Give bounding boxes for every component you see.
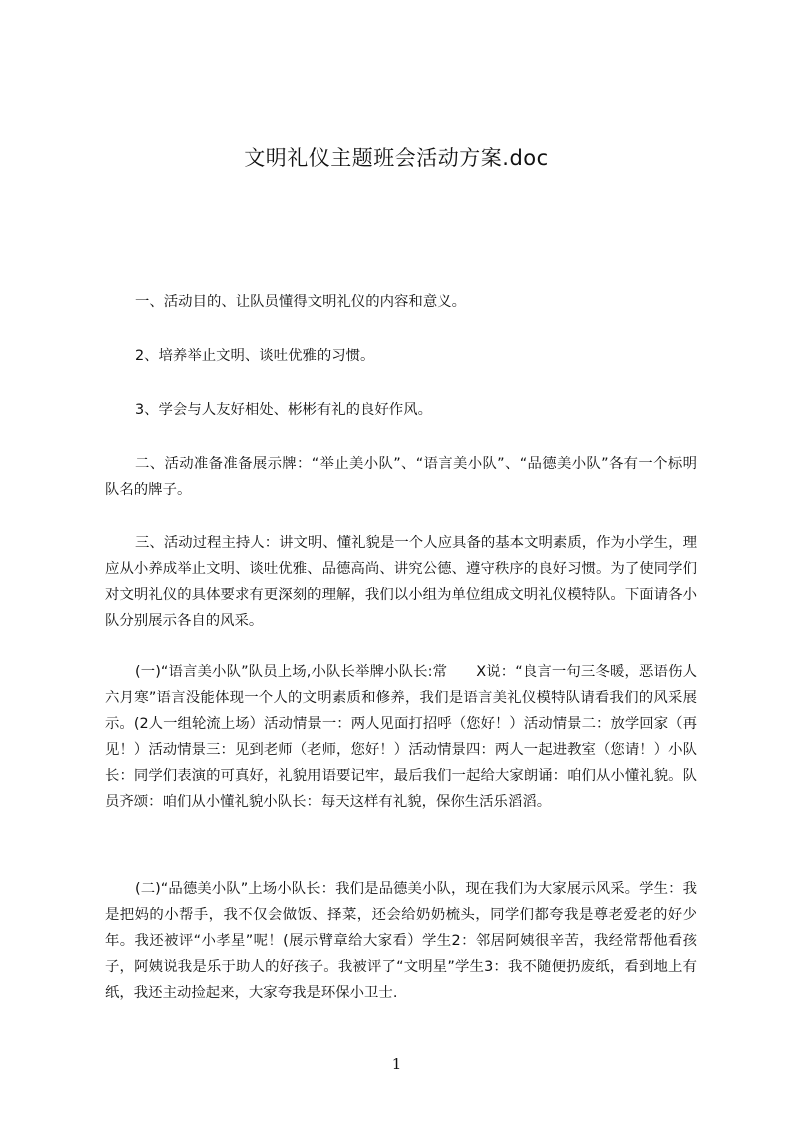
document-title: 文明礼仪主题班会活动方案.doc (244, 146, 549, 170)
paragraph-process: 三、活动过程主持人：讲文明、懂礼貌是一个人应具备的基本文明素质，作为小学生，理应从小养成举止文明、谈吐优雅、品德高尚、讲究公德、遵守秩序的良好习惯。为了使同学们对文明礼仪的具体要求有更深刻的理解，我们以小组为单位组成文明礼仪模特队。下面请各小队分别展示各自的风采。 (105, 535, 697, 629)
paragraph-habit: 2、培养举止文明、谈吐优雅的习惯。 (135, 348, 375, 364)
paragraph-manners: 3、学会与人友好相处、彬彬有礼的良好作风。 (135, 402, 432, 418)
paragraph-objective: 一、活动目的、让队员懂得文明礼仪的内容和意义。 (135, 294, 466, 310)
page-number: 1 (391, 1055, 402, 1073)
paragraph-preparation: 二、活动准备准备展示牌：“举止美小队”、“语言美小队”、“品德美小队”各有一个标明队名的牌子。 (105, 456, 697, 498)
paragraph-virtue-team: (二)“品德美小队”上场小队长：我们是品德美小队，现在我们为大家展示风采。学生：我是把妈的小帮手，我不仅会做饭、择菜，还会给奶奶梳头，同学们都夸我是尊老爱老的好少年。我还被评“小孝星”呢！(展示臂章给大家看）学生2：邻居阿姨很辛苦，我经常帮他看孩子，阿姨说我是乐于助人的好孩子。我被评了“文明星”学生3：我不随便扔废纸，看到地上有纸，我还主动捡起来，大家夸我是环保小卫士. (105, 881, 697, 1001)
paragraph-language-team: (一)“语言美小队”队员上场,小队长举牌小队长:常 X说：“良言一句三冬暖，恶语伤人六月寒”语言没能体现一个人的文明素质和修养，我们是语言美礼仪模特队请看我们的风采展示。(2人一组轮流上场）活动情景一：两人见面打招呼（您好！）活动情景二：放学回家（再见！）活动情景三：见到老师（老师，您好！）活动情景四：两人一起进教室（您请！）小队长：同学们表演的可真好，礼貌用语要记牢，最后我们一起给大家朗诵：咱们从小懂礼貌。队员齐颂：咱们从小懂礼貌小队长：每天这样有礼貌，保你生活乐滔滔。 (105, 664, 697, 810)
